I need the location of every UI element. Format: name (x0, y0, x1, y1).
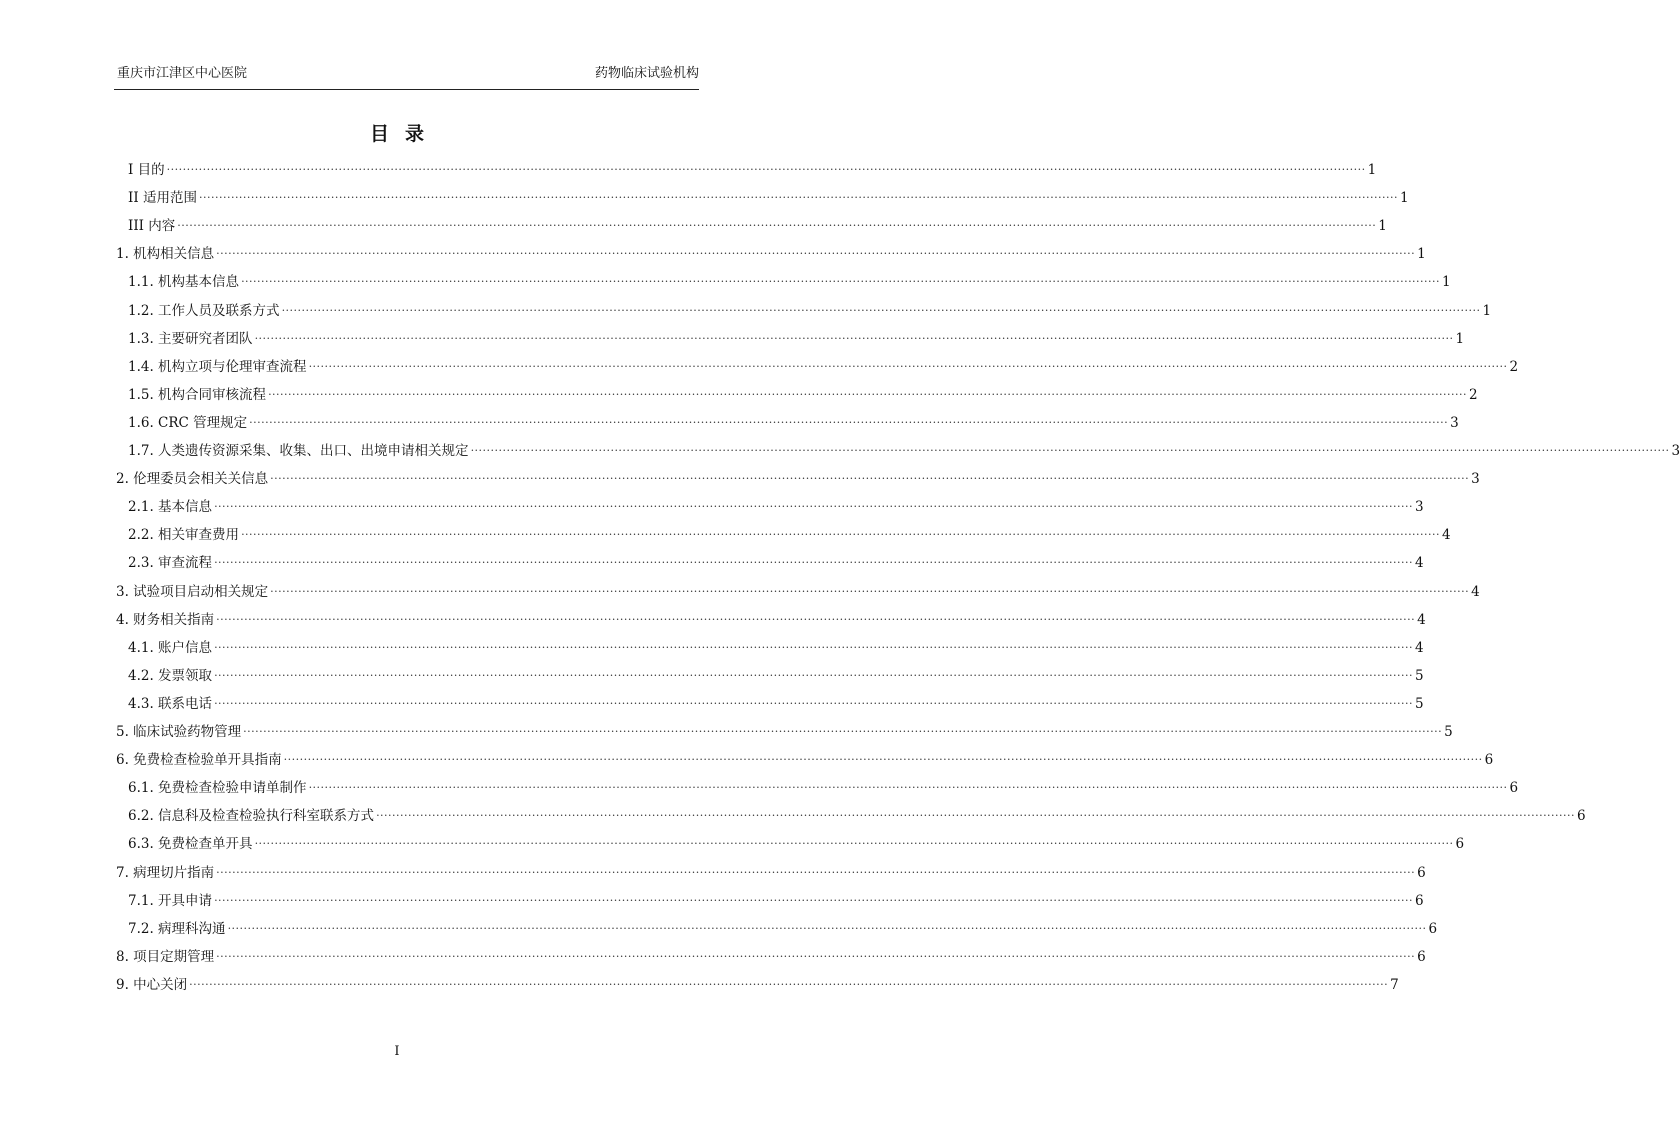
toc-dot-leader: ............................................................................................................................................................................................................................................................................................................ (254, 328, 1454, 342)
toc-entry[interactable] (116, 466, 1480, 488)
toc-entry[interactable] (128, 354, 1519, 376)
header-divider (114, 89, 699, 90)
toc-dot-leader: ............................................................................................................................................................................................................................................................................................................ (270, 469, 1470, 483)
toc-dot-leader: ............................................................................................................................................................................................................................................................................................................ (216, 609, 1416, 623)
toc-entry-title: 4.1. 账户信息 (128, 639, 213, 656)
toc-entry[interactable] (128, 916, 1438, 938)
toc-entry-page: 3 (1471, 471, 1480, 488)
toc-entry-page: 6 (1428, 920, 1438, 937)
toc-entry[interactable] (128, 831, 1465, 853)
toc-entry[interactable] (116, 972, 1399, 994)
toc-entry-title: 2.1. 基本信息 (128, 499, 213, 516)
toc-entry-page: 4 (1417, 611, 1426, 628)
toc-entry-title: 4.2. 发票领取 (128, 667, 213, 684)
toc-entry[interactable] (116, 241, 1426, 263)
toc-entry-page: 6 (1415, 892, 1424, 909)
toc-entry-title: 1. 机构相关信息 (116, 246, 215, 263)
toc-entry[interactable] (116, 860, 1426, 882)
toc-entry-page: 5 (1415, 667, 1424, 684)
toc-dot-leader: ............................................................................................................................................................................................................................................................................................................ (470, 441, 1670, 454)
toc-entry-title: 6.1. 免费检查检验申请单制作 (128, 780, 307, 797)
toc-dot-leader: ............................................................................................................................................................................................................................................................................................................ (227, 918, 1427, 932)
toc-entry[interactable] (116, 607, 1426, 629)
toc-dot-leader: ............................................................................................................................................................................................................................................................................................................ (166, 160, 1366, 173)
toc-entry-page: 5 (1415, 695, 1424, 712)
toc-entry-title: II 适用范围 (128, 190, 197, 207)
toc-dot-leader: ............................................................................................................................................................................................................................................................................................................ (216, 946, 1416, 960)
toc-dot-leader: ............................................................................................................................................................................................................................................................................................................ (214, 497, 1414, 511)
toc-entry[interactable] (128, 691, 1424, 713)
toc-entry-title: 7.2. 病理科沟通 (128, 920, 226, 937)
toc-dot-leader: ............................................................................................................................................................................................................................................................................................................ (308, 356, 1508, 370)
toc-dot-leader: ............................................................................................................................................................................................................................................................................................................ (254, 834, 1454, 848)
toc-entry[interactable] (128, 775, 1519, 797)
toc-entry[interactable] (116, 747, 1494, 769)
toc-dot-leader: ............................................................................................................................................................................................................................................................................................................ (198, 188, 1398, 202)
toc-entry[interactable] (128, 635, 1424, 657)
toc-dot-leader: ............................................................................................................................................................................................................................................................................................................ (214, 665, 1414, 679)
toc-entry-title: 5. 临床试验药物管理 (116, 724, 242, 740)
toc-entry-title: 9. 中心关闭 (116, 976, 188, 993)
toc-entry[interactable] (128, 522, 1451, 544)
toc-entry[interactable] (116, 719, 1453, 741)
toc-entry[interactable] (116, 579, 1480, 601)
toc-entry-title: 7.1. 开具申请 (128, 892, 213, 909)
toc-entry[interactable] (128, 663, 1424, 685)
toc-entry[interactable] (128, 157, 1377, 179)
toc-entry-title: 1.6. CRC 管理规定 (128, 414, 248, 431)
toc-dot-leader: ............................................................................................................................................................................................................................................................................................................ (214, 890, 1414, 904)
toc-entry[interactable] (128, 298, 1492, 320)
toc-entry[interactable] (128, 382, 1478, 404)
toc-entry-page: 1 (1399, 190, 1409, 207)
toc-entry-page: 6 (1484, 752, 1494, 769)
toc-dot-leader: ............................................................................................................................................................................................................................................................................................................ (241, 272, 1441, 286)
toc-entry-title: 2.3. 审查流程 (128, 555, 213, 572)
header-department-name: 药物临床试验机构 (594, 66, 699, 81)
toc-entry-page: 2 (1509, 358, 1519, 375)
toc-entry-title: 3. 试验项目启动相关规定 (116, 583, 269, 600)
toc-entry[interactable] (128, 269, 1451, 291)
toc-entry-page: 3 (1450, 414, 1459, 431)
toc-entry-title: 2.2. 相关审查费用 (128, 527, 240, 544)
toc-entry-page: 6 (1417, 864, 1426, 881)
toc-entry[interactable] (128, 494, 1424, 516)
toc-entry-title: 2. 伦理委员会相关关信息 (116, 471, 269, 488)
footer-page-number: I (394, 1044, 400, 1059)
toc-entry-page: 4 (1471, 583, 1480, 600)
toc-entry[interactable] (128, 438, 1680, 460)
toc-entry-page: 7 (1390, 976, 1399, 993)
toc-entry-title: 1.2. 工作人员及联系方式 (128, 302, 280, 319)
toc-entry-page: 1 (1442, 274, 1451, 291)
toc-entry-title: 1.7. 人类遗传资源采集、收集、出口、出境申请相关规定 (128, 443, 469, 459)
toc-entry-page: 6 (1455, 836, 1465, 853)
toc-entry-page: 6 (1509, 780, 1519, 797)
toc-entry-page: 5 (1444, 724, 1453, 740)
toc-dot-leader: ............................................................................................................................................................................................................................................................................................................ (214, 693, 1414, 707)
toc-entry-title: 6.2. 信息科及检查检验执行科室联系方式 (128, 808, 375, 825)
toc-entry[interactable] (116, 944, 1426, 966)
toc-entry-title: 8. 项目定期管理 (116, 948, 215, 965)
header-hospital-name: 重庆市江津区中心医院 (117, 66, 248, 81)
toc-entry-page: 4 (1415, 639, 1424, 656)
toc-entry[interactable] (128, 888, 1424, 910)
toc-entry-title: I 目的 (128, 162, 165, 178)
toc-entry[interactable] (128, 213, 1387, 235)
toc-entry-title: 6.3. 免费检查单开具 (128, 836, 253, 853)
toc-entry-title: 7. 病理切片指南 (116, 864, 215, 881)
toc-entry-page: 4 (1415, 555, 1424, 572)
toc-dot-leader: ............................................................................................................................................................................................................................................................................................................ (216, 244, 1416, 258)
toc-entry-page: 1 (1455, 330, 1465, 347)
toc-entry-title: 6. 免费检查检验单开具指南 (116, 752, 282, 769)
toc-dot-leader: ............................................................................................................................................................................................................................................................................................................ (376, 806, 1576, 820)
toc-dot-leader: ............................................................................................................................................................................................................................................................................................................ (249, 412, 1449, 426)
toc-dot-leader: ............................................................................................................................................................................................................................................................................................................ (216, 862, 1416, 876)
toc-entry-page: 1 (1417, 246, 1426, 263)
toc-dot-leader: ............................................................................................................................................................................................................................................................................................................ (243, 722, 1443, 735)
toc-entry[interactable] (128, 185, 1409, 207)
toc-entry[interactable] (128, 803, 1586, 825)
toc-entry-page: 2 (1469, 386, 1478, 403)
toc-entry-title: 1.1. 机构基本信息 (128, 274, 240, 291)
toc-dot-leader: ............................................................................................................................................................................................................................................................................................................ (270, 581, 1470, 595)
toc-entry-page: 1 (1367, 162, 1377, 178)
toc-entry-title: 4.3. 联系电话 (128, 695, 213, 712)
toc-entry[interactable] (128, 550, 1424, 572)
toc-entry-page: 6 (1577, 808, 1586, 825)
toc-dot-leader: ............................................................................................................................................................................................................................................................................................................ (214, 637, 1414, 651)
toc-entry-page: 6 (1417, 948, 1426, 965)
toc-title: 目录 (369, 123, 440, 145)
toc-dot-leader: ............................................................................................................................................................................................................................................................................................................ (308, 778, 1508, 792)
toc-entry-title: 4. 财务相关指南 (116, 611, 215, 628)
toc-entry[interactable] (128, 326, 1465, 348)
toc-dot-leader: ............................................................................................................................................................................................................................................................................................................ (283, 750, 1483, 764)
toc-dot-leader: ............................................................................................................................................................................................................................................................................................................ (281, 300, 1481, 314)
toc-entry-title: 1.5. 机构合同审核流程 (128, 386, 267, 403)
toc-entry-page: 1 (1378, 218, 1387, 235)
toc-entry-page: 3 (1415, 499, 1424, 516)
toc-dot-leader: ............................................................................................................................................................................................................................................................................................................ (189, 974, 1389, 988)
toc-entry-title: 1.4. 机构立项与伦理审查流程 (128, 358, 307, 375)
toc-dot-leader: ............................................................................................................................................................................................................................................................................................................ (268, 384, 1468, 398)
toc-entry-page: 3 (1671, 443, 1680, 459)
toc-entry-title: 1.3. 主要研究者团队 (128, 330, 253, 347)
toc-entry-page: 4 (1442, 527, 1451, 544)
toc-dot-leader: ............................................................................................................................................................................................................................................................................................................ (241, 525, 1441, 539)
toc-entry[interactable] (128, 410, 1459, 432)
toc-entry-page: 1 (1482, 302, 1492, 319)
toc-dot-leader: ............................................................................................................................................................................................................................................................................................................ (214, 553, 1414, 567)
toc-dot-leader: ............................................................................................................................................................................................................................................................................................................ (177, 216, 1377, 230)
toc-entry-title: III 内容 (128, 218, 176, 235)
